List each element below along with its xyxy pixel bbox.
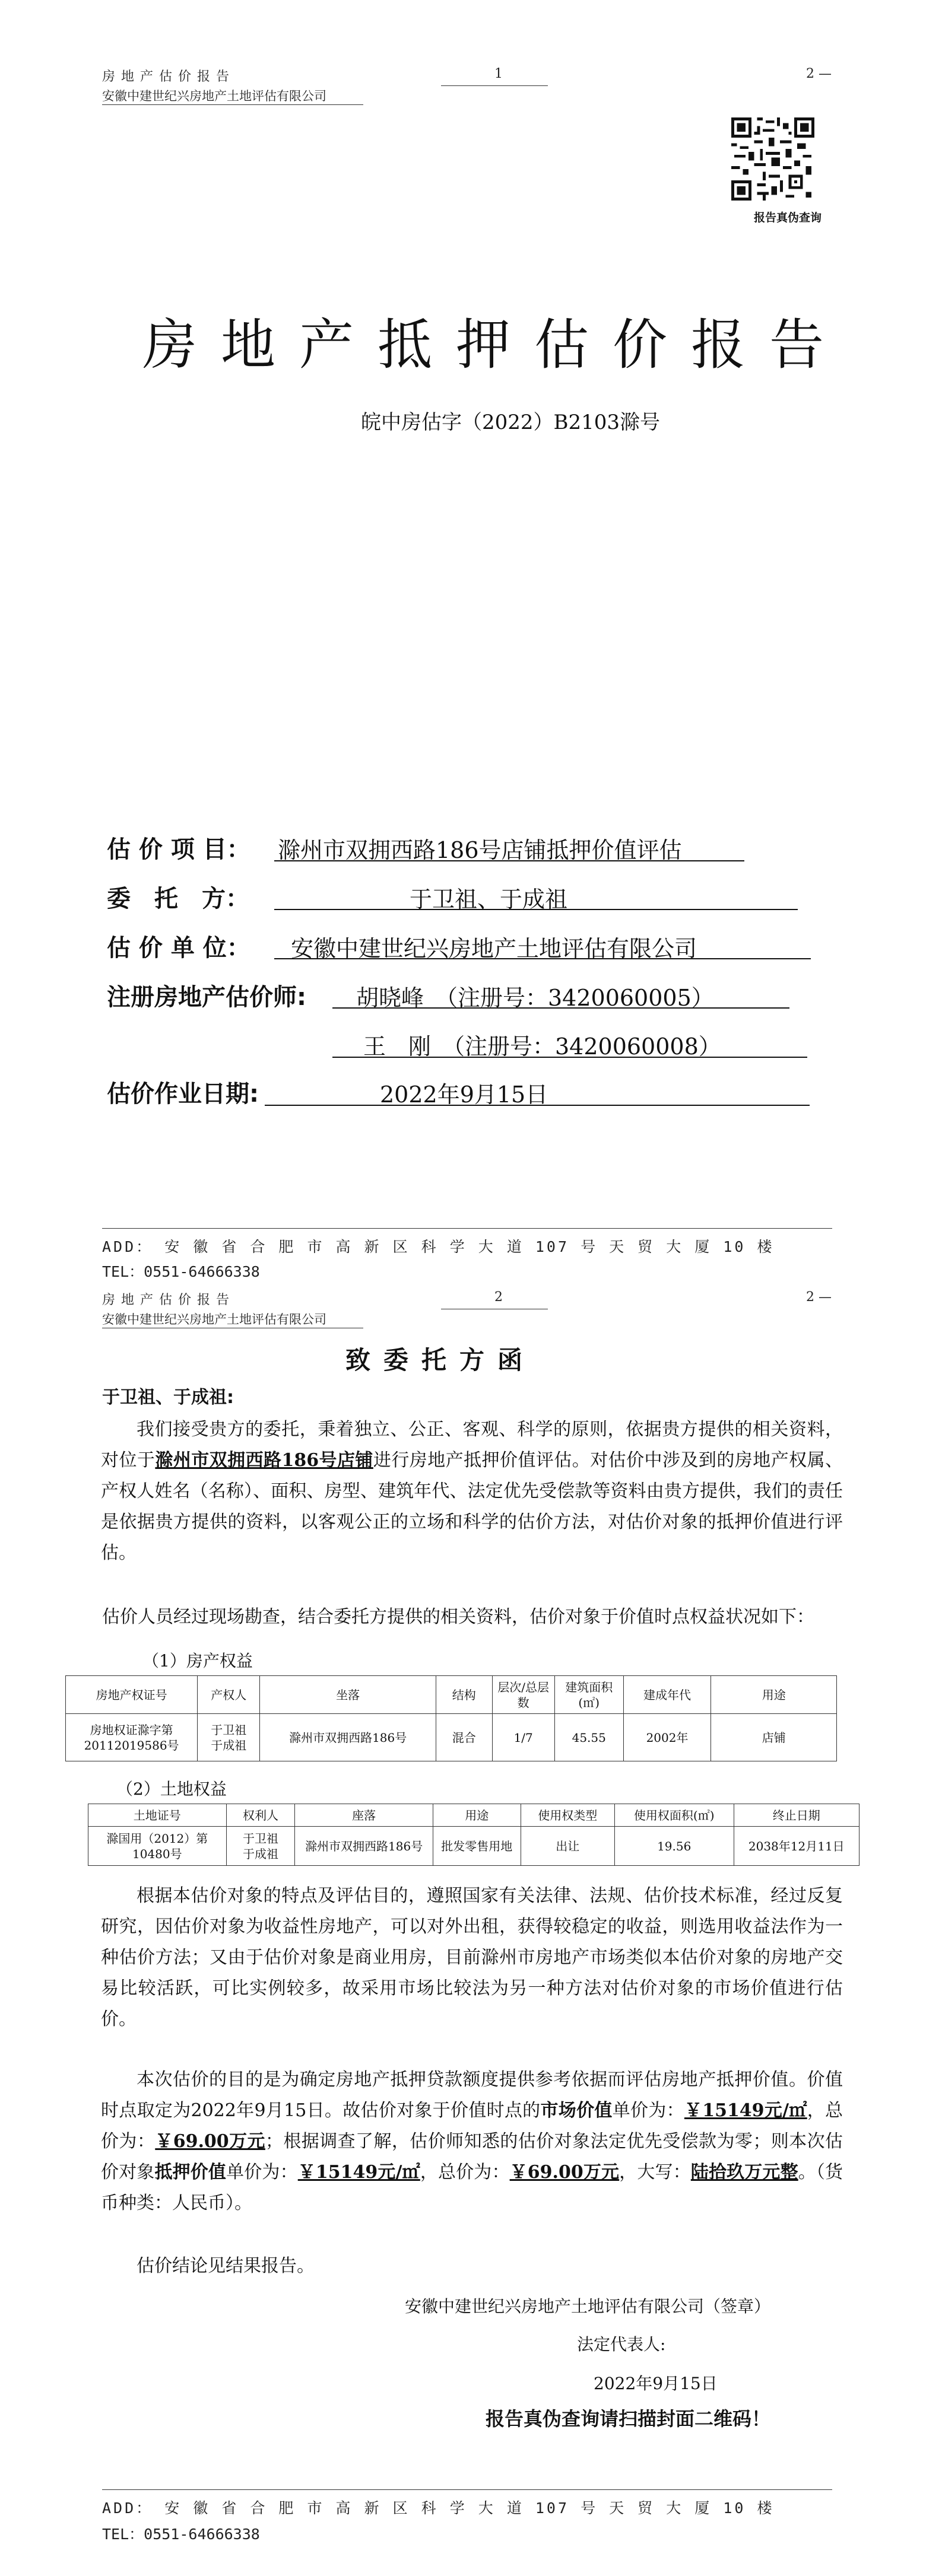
appraiser2-underline [332, 1057, 807, 1058]
footer-rule [102, 2489, 832, 2490]
date-underline [265, 1105, 810, 1106]
table-header: 权利人 [226, 1804, 295, 1827]
appraiser-label: 注册房地产估价师: [107, 984, 306, 1011]
header-company: 安徽中建世纪兴房地产土地评估有限公司 [102, 89, 326, 103]
qr-code-icon [731, 117, 814, 201]
page-number: 2 [494, 1290, 503, 1305]
table-header: 结构 [436, 1676, 492, 1714]
appraiser2-value: 王 刚 （注册号：3420060008） [363, 1033, 721, 1060]
client-value: 于卫祖、于成祖 [410, 886, 568, 912]
header-title: 房地产估价报告 [102, 1293, 236, 1308]
header-title: 房地产估价报告 [102, 69, 236, 84]
main-title: 房地产抵押估价报告 [142, 313, 848, 377]
footer-tel: TEL：0551-64666338 [102, 2526, 260, 2543]
table-header: 用途 [433, 1804, 521, 1827]
table-cell: 滁国用（2012）第10480号 [88, 1827, 227, 1866]
footer-rule [102, 1228, 832, 1229]
section-house-rights: （1）房产权益 [142, 1651, 253, 1671]
survey-paragraph: 估价人员经过现场勘查，结合委托方提供的相关资料，估价对象于价值时点权益状况如下： [102, 1607, 814, 1627]
salutation: 于卫祖、于成祖: [102, 1387, 234, 1408]
table-cell: 店铺 [711, 1714, 837, 1761]
unit-value: 安徽中建世纪兴房地产土地评估有限公司 [291, 936, 697, 962]
page-total: 2 — [806, 1290, 832, 1305]
table-cell: 2002年 [623, 1714, 711, 1761]
page-number-rule [441, 85, 548, 86]
client-underline [274, 909, 798, 910]
qr-caption: 报告真伪查询 [754, 211, 822, 224]
table-cell: 2038年12月11日 [734, 1827, 859, 1866]
method-paragraph: 根据本估价对象的特点及评估目的，遵照国家有关法律、法规、估价技术标准，经过反复研究，因估价对象为收益性房地产，可以对外出租，获得较稳定的收益，则选用收益法作为一种估价方法；又由于估价对象是商业用房，目前滁州市房地产市场类似本估价对象的房地产交易比较活跃，可比实例较多，故采用市场比较法为另一种方法对估价对象的市场价值进行估价。 [101, 1885, 843, 2030]
table-header: 产权人 [198, 1676, 260, 1714]
table-header: 坐落 [260, 1676, 436, 1714]
land-rights-table [88, 1804, 859, 1866]
verify-note: 报告真伪查询请扫描封面二维码！ [486, 2408, 771, 2430]
intro-paragraph: 我们接受贵方的委托，秉着独立、公正、客观、科学的原则，依据贵方提供的相关资料，对位于滁州市双拥西路186号店铺进行房地产抵押价值评估。对估价中涉及到的房地产权属、产权人姓名（名称）、面积、房型、建筑年代、法定优先受偿款等资料由贵方提供，我们的责任是依据贵方提供的资料，以客观公正的立场和科学的估价方法，对估价对象的抵押价值进行评估。 [101, 1419, 843, 1563]
page-total: 2 — [806, 66, 832, 81]
table-cell: 19.56 [614, 1827, 734, 1866]
footer-address: ADD： 安 徽 省 合 肥 市 高 新 区 科 学 大 道 107 号 天 贸 大 厦 10 楼 [102, 2499, 775, 2517]
table-cell: 出让 [521, 1827, 614, 1866]
table-header: 土地证号 [88, 1804, 227, 1827]
project-value: 滁州市双拥西路186号店铺抵押价值评估 [278, 837, 682, 863]
table-cell: 于卫祖 于成祖 [198, 1714, 260, 1761]
header-company: 安徽中建世纪兴房地产土地评估有限公司 [102, 1312, 326, 1327]
table-header: 房地产权证号 [66, 1676, 198, 1714]
unit-label: 估 价 单 位： [107, 934, 250, 962]
table-cell: 于卫祖 于成祖 [226, 1827, 295, 1866]
house-rights-table [65, 1675, 837, 1761]
table-cell: 滁州市双拥西路186号 [295, 1827, 433, 1866]
project-underline [274, 860, 744, 861]
date-value: 2022年9月15日 [380, 1082, 548, 1108]
table-cell: 45.55 [554, 1714, 623, 1761]
sign-legal-rep: 法定代表人: [577, 2335, 666, 2354]
appraiser1-value: 胡晓峰 （注册号：3420060005） [356, 985, 714, 1011]
table-header: 建筑面积(㎡) [554, 1676, 623, 1714]
table-header: 使用权面积(㎡) [614, 1804, 734, 1827]
table-cell: 批发零售用地 [433, 1827, 521, 1866]
conclusion-paragraph: 本次估价的目的是为确定房地产抵押贷款额度提供参考依据而评估房地产抵押价值。价值时点取定为2022年9月15日。故估价对象于价值时点的市场价值单价为：￥15149元/㎡，总价为：￥69.00万元；根据调查了解，估价师知悉的估价对象法定优先受偿款为零；则本次估价对象抵押价值单价为：￥15149元/㎡，总价为：￥69.00万元，大写：陆拾玖万元整。（货币种类：人民币）。 [101, 2069, 843, 2214]
table-header: 用途 [711, 1676, 837, 1714]
sign-date: 2022年9月15日 [594, 2374, 718, 2393]
client-label: 委 托 方： [107, 885, 249, 912]
date-label: 估价作业日期: [107, 1080, 259, 1108]
table-header: 座落 [295, 1804, 433, 1827]
letter-title: 致委托方函 [345, 1346, 536, 1375]
unit-underline [274, 958, 811, 959]
table-header: 建成年代 [623, 1676, 711, 1714]
table-cell: 混合 [436, 1714, 492, 1761]
footer-address: ADD： 安 徽 省 合 肥 市 高 新 区 科 学 大 道 107 号 天 贸 大 厦 10 楼 [102, 1238, 775, 1255]
header-rule [102, 104, 363, 105]
table-cell: 滁州市双拥西路186号 [260, 1714, 436, 1761]
project-label: 估 价 项 目： [107, 836, 250, 863]
sign-company: 安徽中建世纪兴房地产土地评估有限公司（签章） [405, 2297, 771, 2316]
table-header: 层次/总层数 [492, 1676, 554, 1714]
table-cell: 房地权证滁字第20112019586号 [66, 1714, 198, 1761]
table-header: 终止日期 [734, 1804, 859, 1827]
table-header: 使用权类型 [521, 1804, 614, 1827]
result-reference: 估价结论见结果报告。 [137, 2256, 315, 2276]
footer-tel: TEL：0551-64666338 [102, 1263, 260, 1280]
appraiser1-underline [332, 1007, 789, 1009]
table-cell: 1/7 [492, 1714, 554, 1761]
page-number: 1 [494, 66, 503, 81]
report-number: 皖中房估字（2022）B2103滁号 [361, 411, 661, 434]
section-land-rights: （2）土地权益 [116, 1779, 227, 1799]
